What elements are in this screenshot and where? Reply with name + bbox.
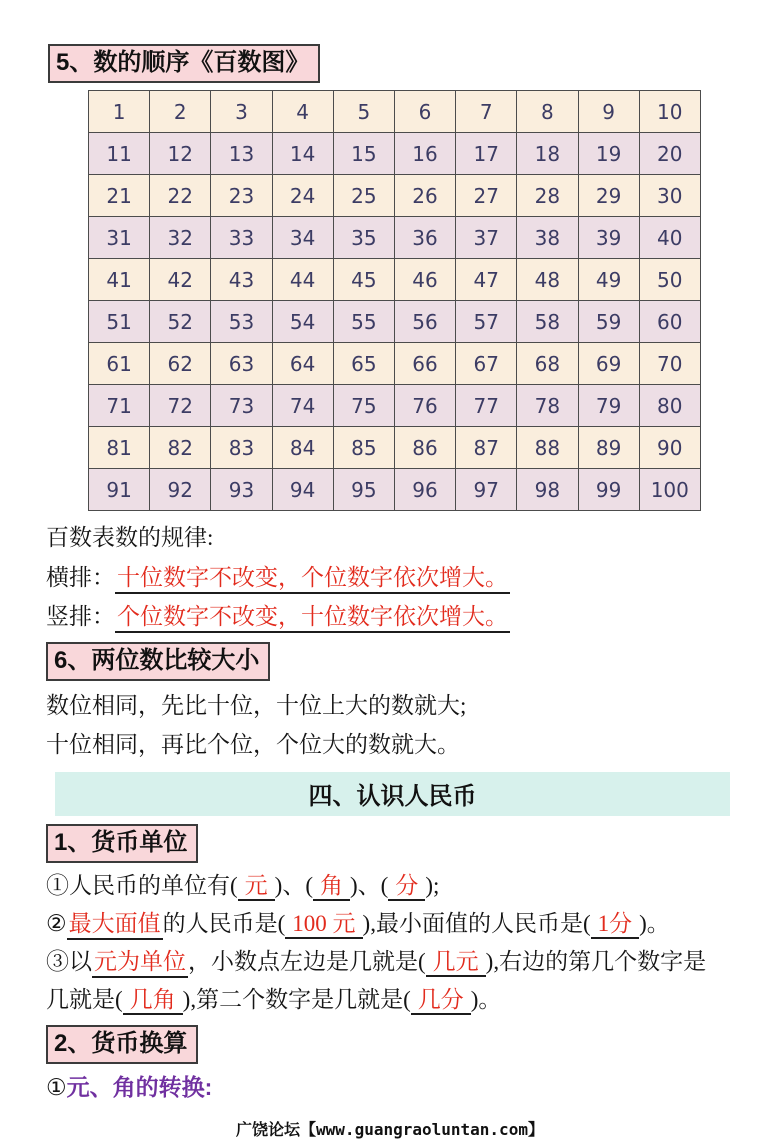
section5-title: 5、数的顺序《百数图》 <box>48 44 320 83</box>
hundred-chart-cell: 100 <box>639 469 700 511</box>
hundred-chart-cell: 71 <box>89 385 150 427</box>
footer-watermark: 广饶论坛【www.guangraoluntan.com】 <box>236 1120 544 1139</box>
hundred-chart-cell: 46 <box>394 259 455 301</box>
hundred-chart-cell: 8 <box>517 91 578 133</box>
hundred-chart-cell: 48 <box>517 259 578 301</box>
hundred-chart-cell: 28 <box>517 175 578 217</box>
hundred-chart-cell: 33 <box>211 217 272 259</box>
hundred-chart-cell: 76 <box>394 385 455 427</box>
col-rule-line <box>46 602 780 632</box>
hundred-chart-cell: 38 <box>517 217 578 259</box>
hundred-chart-cell: 3 <box>211 91 272 133</box>
hundred-chart-cell: 42 <box>150 259 211 301</box>
row-rule-text: 十位数字不改变，个位数字依次增大。 <box>115 565 510 594</box>
hundred-chart-cell: 35 <box>333 217 394 259</box>
item1-mid2: )、( <box>350 873 389 898</box>
hundred-chart-cell: 59 <box>578 301 639 343</box>
row-rule-label: 横排： <box>46 565 115 590</box>
hundred-chart-cell: 25 <box>333 175 394 217</box>
hundred-chart-cell: 79 <box>578 385 639 427</box>
hundred-chart-cell: 62 <box>150 343 211 385</box>
item1-blank-fen: 分 <box>388 873 425 901</box>
item3-l2-t1: 几就是( <box>46 987 123 1012</box>
hundred-chart-cell: 98 <box>517 469 578 511</box>
hundred-chart-row <box>89 469 701 511</box>
hundred-chart-cell: 21 <box>89 175 150 217</box>
item2-t3: )。 <box>639 911 670 936</box>
hundred-chart-cell: 53 <box>211 301 272 343</box>
hundred-chart-cell: 37 <box>456 217 517 259</box>
col-rule-text: 个位数字不改变，十位数字依次增大。 <box>115 604 510 633</box>
hundred-chart-cell: 91 <box>89 469 150 511</box>
hundred-chart-cell: 78 <box>517 385 578 427</box>
hundred-chart-cell: 56 <box>394 301 455 343</box>
item2-t1: 的人民币是( <box>162 911 286 936</box>
section6-title: 6、两位数比较大小 <box>46 642 270 681</box>
hundred-chart-cell: 6 <box>394 91 455 133</box>
hundred-chart-body <box>89 91 701 511</box>
hundred-chart-cell: 68 <box>517 343 578 385</box>
hundred-chart-cell: 63 <box>211 343 272 385</box>
col-rule-label: 竖排： <box>46 604 115 629</box>
item1-prefix: ①人民币的单位有( <box>46 873 238 898</box>
hundred-chart-cell: 97 <box>456 469 517 511</box>
currency-unit-item3-line1 <box>46 947 780 977</box>
hundred-chart-row <box>89 91 701 133</box>
item1-mid1: )、( <box>274 873 313 898</box>
hundred-chart-cell: 41 <box>89 259 150 301</box>
hundred-chart-cell: 13 <box>211 133 272 175</box>
hundred-chart-cell: 44 <box>272 259 333 301</box>
hundred-chart-cell: 5 <box>333 91 394 133</box>
rules-heading: 百数表数的规律: <box>46 525 214 550</box>
hundred-chart-cell: 7 <box>456 91 517 133</box>
hundred-chart-cell: 40 <box>639 217 700 259</box>
hundred-chart-cell: 12 <box>150 133 211 175</box>
hundred-chart-cell: 67 <box>456 343 517 385</box>
item3-l2-t2: ),第二个数字是几就是( <box>182 987 411 1012</box>
currency-unit-heading-row <box>0 824 780 863</box>
hundred-chart-cell: 23 <box>211 175 272 217</box>
hundred-chart-cell: 29 <box>578 175 639 217</box>
section6-heading-row <box>0 642 780 681</box>
hundred-chart-cell: 51 <box>89 301 150 343</box>
item3-red-unit: 元为单位 <box>92 949 188 978</box>
currency-convert-item1 <box>46 1072 780 1103</box>
hundred-chart-cell: 86 <box>394 427 455 469</box>
hundred-chart-cell: 90 <box>639 427 700 469</box>
hundred-chart-row <box>89 301 701 343</box>
hundred-chart-cell: 88 <box>517 427 578 469</box>
hundred-chart-row <box>89 133 701 175</box>
hundred-chart-cell: 43 <box>211 259 272 301</box>
item2-blank-1fen: 1分 <box>591 911 640 939</box>
section4-header-band: 四、认识人民币 <box>55 772 730 816</box>
hundred-chart-cell: 4 <box>272 91 333 133</box>
hundred-chart-cell: 14 <box>272 133 333 175</box>
hundred-chart-cell: 74 <box>272 385 333 427</box>
hundred-chart-row <box>89 259 701 301</box>
hundred-chart-cell: 93 <box>211 469 272 511</box>
currency-unit-item1 <box>46 871 780 901</box>
hundred-chart-cell: 36 <box>394 217 455 259</box>
hundred-chart-cell: 70 <box>639 343 700 385</box>
hundred-chart-cell: 92 <box>150 469 211 511</box>
hundred-chart-cell: 15 <box>333 133 394 175</box>
currency-unit-title: 1、货币单位 <box>46 824 198 863</box>
hundred-chart-cell: 11 <box>89 133 150 175</box>
item3-num: ③以 <box>46 949 92 974</box>
item3-l2-t3: )。 <box>470 987 502 1012</box>
row-rule-line <box>46 563 780 593</box>
hundred-chart-cell: 94 <box>272 469 333 511</box>
hundred-chart-row <box>89 343 701 385</box>
hundred-chart-table <box>88 90 701 511</box>
currency-convert-title: 2、货币换算 <box>46 1025 198 1064</box>
hundred-chart-row <box>89 427 701 469</box>
hundred-chart-row <box>89 385 701 427</box>
item1-blank-jiao: 角 <box>313 873 350 901</box>
worksheet-page <box>0 44 780 1147</box>
item3-blank-jiyuan: 几元 <box>426 949 486 977</box>
hundred-chart-cell: 57 <box>456 301 517 343</box>
item2-t2: ),最小面值的人民币是( <box>362 911 591 936</box>
hundred-chart-cell: 26 <box>394 175 455 217</box>
item3-blank-jijiao: 几角 <box>123 987 183 1015</box>
hundred-chart-cell: 72 <box>150 385 211 427</box>
hundred-chart-cell: 96 <box>394 469 455 511</box>
hundred-chart-cell: 64 <box>272 343 333 385</box>
hundred-chart-cell: 31 <box>89 217 150 259</box>
hundred-chart-row <box>89 175 701 217</box>
hundred-chart-cell: 65 <box>333 343 394 385</box>
hundred-chart-cell: 24 <box>272 175 333 217</box>
currency-convert-heading-row <box>0 1025 780 1064</box>
hundred-chart-cell: 47 <box>456 259 517 301</box>
hundred-chart-cell: 69 <box>578 343 639 385</box>
hundred-chart-cell: 81 <box>89 427 150 469</box>
currency-unit-item3-line2 <box>46 985 780 1015</box>
hundred-chart-cell: 99 <box>578 469 639 511</box>
hundred-chart-cell: 61 <box>89 343 150 385</box>
hundred-chart-cell: 52 <box>150 301 211 343</box>
hundred-chart-cell: 89 <box>578 427 639 469</box>
hundred-chart-cell: 60 <box>639 301 700 343</box>
hundred-chart-cell: 9 <box>578 91 639 133</box>
hundred-chart-cell: 39 <box>578 217 639 259</box>
hundred-chart-cell: 30 <box>639 175 700 217</box>
item3-t1: ，小数点左边是几就是( <box>188 949 426 974</box>
hundred-chart-cell: 73 <box>211 385 272 427</box>
item1-suffix: ); <box>425 873 440 898</box>
hundred-chart-cell: 1 <box>89 91 150 133</box>
hundred-chart-cell: 32 <box>150 217 211 259</box>
item2-num: ② <box>46 911 67 936</box>
currency-unit-item2 <box>46 909 780 939</box>
hundred-chart-cell: 34 <box>272 217 333 259</box>
hundred-chart-cell: 58 <box>517 301 578 343</box>
convert-item1-num: ① <box>46 1075 67 1100</box>
hundred-chart-cell: 49 <box>578 259 639 301</box>
hundred-chart-cell: 54 <box>272 301 333 343</box>
section6-line1: 数位相同，先比十位，十位上大的数就大; <box>46 693 467 718</box>
hundred-chart-cell: 80 <box>639 385 700 427</box>
item2-red-maxvalue: 最大面值 <box>67 911 163 940</box>
hundred-chart-cell: 19 <box>578 133 639 175</box>
hundred-chart-row <box>89 217 701 259</box>
item3-t2: ),右边的第几个数字是 <box>485 949 707 974</box>
hundred-chart-cell: 84 <box>272 427 333 469</box>
hundred-chart-cell: 17 <box>456 133 517 175</box>
hundred-chart-cell: 50 <box>639 259 700 301</box>
hundred-chart-cell: 83 <box>211 427 272 469</box>
hundred-chart-cell: 20 <box>639 133 700 175</box>
hundred-chart-cell: 95 <box>333 469 394 511</box>
hundred-chart-cell: 82 <box>150 427 211 469</box>
hundred-chart-cell: 87 <box>456 427 517 469</box>
hundred-chart-cell: 77 <box>456 385 517 427</box>
hundred-chart-cell: 18 <box>517 133 578 175</box>
item3-blank-jifen: 几分 <box>411 987 471 1015</box>
item2-blank-100yuan: 100 元 <box>285 911 362 939</box>
section6-line2: 十位相同，再比个位，个位大的数就大。 <box>46 732 460 757</box>
convert-item1-text: 元、角的转换: <box>66 1074 213 1100</box>
hundred-chart-cell: 10 <box>639 91 700 133</box>
hundred-chart-cell: 2 <box>150 91 211 133</box>
hundred-chart-cell: 85 <box>333 427 394 469</box>
hundred-chart-cell: 55 <box>333 301 394 343</box>
hundred-chart-cell: 22 <box>150 175 211 217</box>
hundred-chart-cell: 45 <box>333 259 394 301</box>
item1-blank-yuan: 元 <box>238 873 275 901</box>
section5-heading-row <box>0 44 780 83</box>
hundred-chart-cell: 27 <box>456 175 517 217</box>
hundred-chart-cell: 75 <box>333 385 394 427</box>
hundred-chart-cell: 66 <box>394 343 455 385</box>
hundred-chart-cell: 16 <box>394 133 455 175</box>
